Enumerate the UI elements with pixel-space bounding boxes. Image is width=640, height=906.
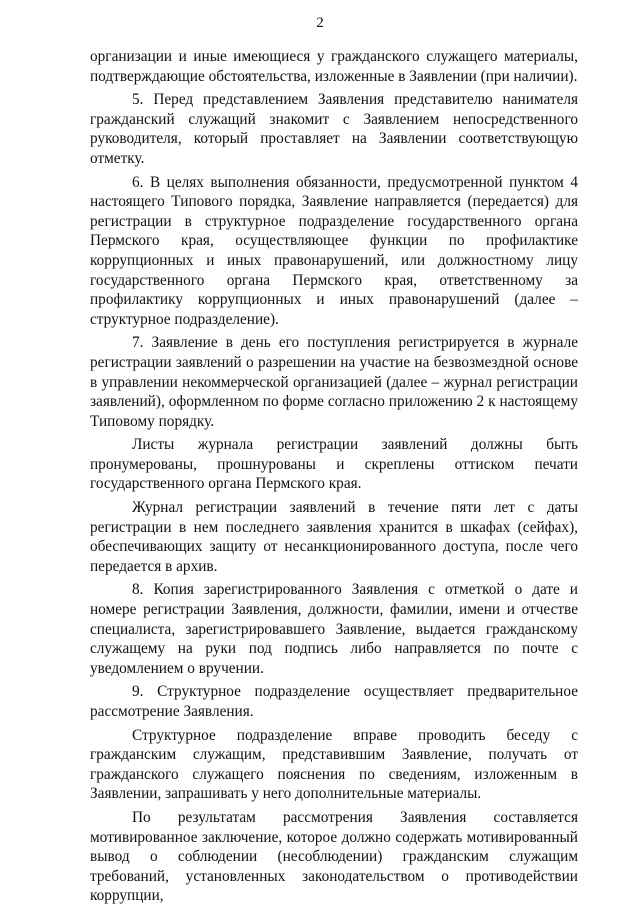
page-number: 2	[316, 15, 324, 31]
paragraph-journal-sheets: Листы журнала регистрации заявлений должны быть пронумерованы, прошнурованы и скреплены оттиском печати государственного органа Пермского края.	[90, 436, 578, 493]
paragraph-item-9: 9. Структурное подразделение осуществляет предварительное рассмотрение Заявления.	[90, 683, 578, 720]
paragraph-item-5: 5. Перед представлением Заявления представителю нанимателя гражданский служащий знакомит с Заявлением непосредственного руководителя, который проставляет на Заявлении соответствующую отметку.	[90, 91, 578, 167]
paragraph-item-7: 7. Заявление в день его поступления регистрируется в журнале регистрации заявлений о разрешении на участие на безвозмездной основе в управлении некоммерческой организацией (далее – журнал регистрации заявлений), оформленном по форме согласно приложению 2 к настоящему Типовому порядку.	[90, 334, 578, 430]
paragraph-item-6: 6. В целях выполнения обязанности, предусмотренной пунктом 4 настоящего Типового порядка, Заявление направляется (передается) для регистрации в структурное подразделение государственного органа Пермского края, осуществляющее функции по профилактике коррупционных и иных правонарушений, или должностному лицу государственного органа Пермского края, ответственному за профилактику коррупционных и иных правонарушений (далее – структурное подразделение).	[90, 173, 578, 328]
paragraph-conclusion: По результатам рассмотрения Заявления составляется мотивированное заключение, которое должно содержать мотивированный вывод о соблюдении (несоблюдении) гражданским служащим требований, установленных законодательством о противодействии коррупции,	[90, 808, 578, 905]
paragraph-interview: Структурное подразделение вправе проводить беседу с гражданским служащим, представившим Заявление, получать от гражданского служащего пояснения по сведениям, изложенным в Заявлении, запрашивать у него дополнительные материалы.	[90, 726, 578, 803]
paragraph-continuation: организации и иные имеющиеся у гражданского служащего материалы, подтверждающие обстоятельства, изложенные в Заявлении (при наличии).	[90, 48, 578, 85]
paragraph-item-8: 8. Копия зарегистрированного Заявления с отметкой о дате и номере регистрации Заявления, должности, фамилии, имени и отчестве специалиста, зарегистрировавшего Заявление, выдается гражданскому служащему на руки под подпись либо направляется по почте с уведомлением о вручении.	[90, 581, 578, 677]
paragraph-journal-storage: Журнал регистрации заявлений в течение пяти лет с даты регистрации в нем последнего заявления хранится в шкафах (сейфах), обеспечивающих защиту от несанкционированного доступа, после чего передается в архив.	[90, 499, 578, 575]
document-body	[90, 47, 578, 906]
